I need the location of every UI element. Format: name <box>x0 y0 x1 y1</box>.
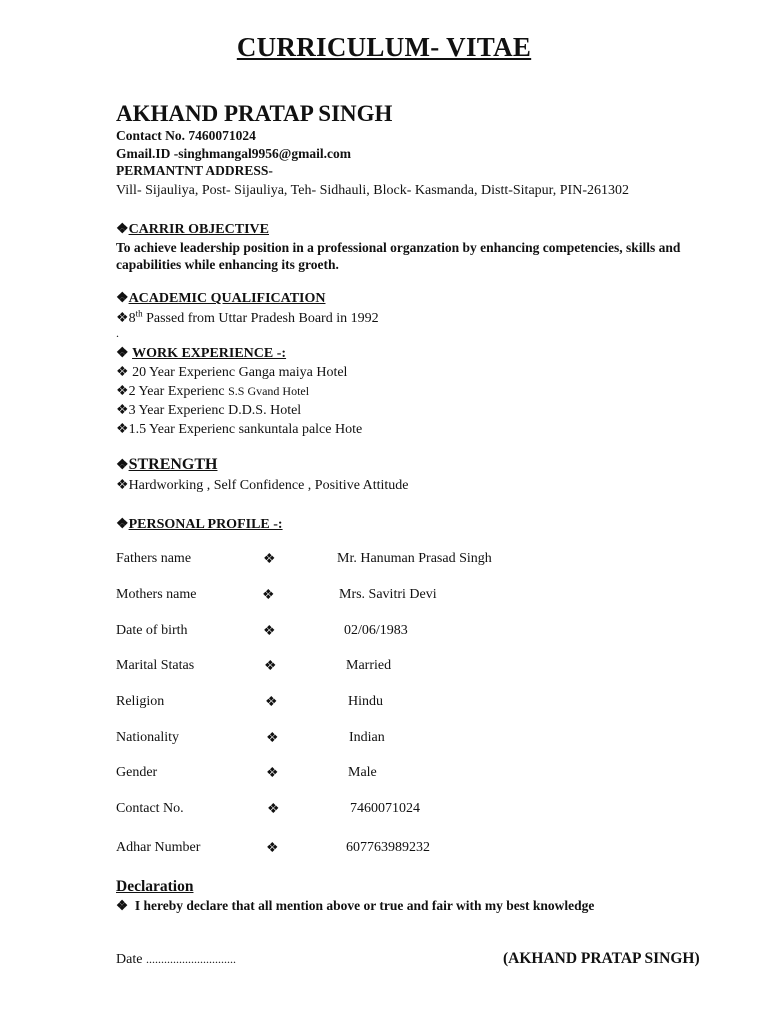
bullet-icon: ❖ <box>116 517 129 532</box>
work-item-text: 3 Year Experienc D.D.S. Hotel <box>128 403 302 418</box>
bullet-icon: ❖ <box>266 841 279 856</box>
objective-heading-label: CARRIR OBJECTIVE <box>128 222 269 237</box>
objective-heading <box>116 221 269 238</box>
contact-line: Contact No. 7460071024 <box>116 128 256 143</box>
date-line <box>116 952 236 968</box>
date-label: Date <box>116 952 143 967</box>
profile-value: 02/06/1983 <box>344 623 408 638</box>
objective-line-2: capabilities while enhancing its groeth. <box>116 257 339 272</box>
bullet-icon: ❖ <box>116 222 129 237</box>
profile-label: Contact No. <box>116 801 184 816</box>
objective-line-1: To achieve leadership position in a professional organzation by enhancing competencies, skills and <box>116 240 681 255</box>
bullet-icon: ❖ <box>266 766 279 781</box>
profile-value: Hindu <box>348 694 383 709</box>
bullet-icon: ❖ <box>266 731 279 746</box>
bullet-icon: ❖ <box>116 311 129 326</box>
profile-label: Marital Statas <box>116 658 195 673</box>
work-item <box>116 364 347 381</box>
bullet-icon: ❖ <box>267 802 280 817</box>
stray-dot: . <box>116 326 119 340</box>
bullet-icon: ❖ <box>116 403 129 418</box>
work-item <box>116 421 362 438</box>
declaration-text <box>116 898 594 914</box>
address-text: Vill- Sijauliya, Post- Sijauliya, Teh- Sidhauli, Block- Kasmanda, Distt-Sitapur, PIN-261302 <box>116 183 629 198</box>
profile-value: Male <box>348 765 377 780</box>
bullet-icon: ❖ <box>116 898 129 913</box>
page-title: CURRICULUM- VITAE <box>236 32 532 62</box>
bullet-icon: ❖ <box>116 458 129 473</box>
profile-value: Indian <box>349 730 385 745</box>
work-item <box>116 383 309 400</box>
bullet-icon: ❖ <box>264 659 277 674</box>
work-item-text: 2 Year Experienc <box>128 384 229 399</box>
strength-list: Hardworking , Self Confidence , Positive Attitude <box>128 478 409 493</box>
profile-label: Date of birth <box>116 623 188 638</box>
profile-label: Fathers name <box>116 551 192 566</box>
declaration-statement: I hereby declare that all mention above or true and fair with my best knowledge <box>134 898 595 913</box>
bullet-icon: ❖ <box>263 552 276 567</box>
strength-text <box>116 477 409 494</box>
profile-label: Gender <box>116 765 158 780</box>
strength-heading-label: STRENGTH <box>128 456 218 473</box>
academic-item-sup: th <box>135 308 143 319</box>
academic-heading-label: ACADEMIC QUALIFICATION <box>128 291 326 306</box>
profile-value: Mr. Hanuman Prasad Singh <box>337 551 492 566</box>
profile-label: Adhar Number <box>116 840 201 855</box>
strength-heading <box>116 456 217 474</box>
bullet-icon: ❖ <box>116 478 129 493</box>
academic-item <box>116 310 379 327</box>
bullet-icon: ❖ <box>116 291 129 306</box>
bullet-icon: ❖ <box>263 624 276 639</box>
work-heading <box>116 345 286 362</box>
bullet-icon: ❖ <box>116 346 129 361</box>
address-label: PERMANTNT ADDRESS- <box>116 163 273 178</box>
profile-heading <box>116 516 283 533</box>
profile-value: Mrs. Savitri Devi <box>339 587 437 602</box>
academic-item-grade: 8 <box>128 311 136 326</box>
email-line: Gmail.ID -singhmangal9956@gmail.com <box>116 146 351 161</box>
profile-value: Married <box>346 658 392 673</box>
bullet-icon: ❖ <box>116 365 129 380</box>
profile-value: 607763989232 <box>346 840 430 855</box>
bullet-icon: ❖ <box>116 422 129 437</box>
work-item-text: 1.5 Year Experienc sankuntala palce Hote <box>128 422 363 437</box>
date-dots: .............................. <box>145 952 236 966</box>
academic-heading <box>116 290 325 307</box>
profile-label: Mothers name <box>116 587 197 602</box>
profile-label: Nationality <box>116 730 179 745</box>
work-heading-label: WORK EXPERIENCE -: <box>132 346 287 361</box>
bullet-icon: ❖ <box>116 384 129 399</box>
work-item-tail: S.S Gvand Hotel <box>228 384 310 398</box>
profile-value: 7460071024 <box>350 801 420 816</box>
candidate-name: AKHAND PRATAP SINGH <box>116 101 393 126</box>
signature-name: (AKHAND PRATAP SINGH) <box>503 950 700 967</box>
academic-item-text: Passed from Uttar Pradesh Board in 1992 <box>142 311 379 326</box>
work-item-text: 20 Year Experienc Ganga maiya Hotel <box>128 365 348 380</box>
declaration-heading: Declaration <box>116 878 194 895</box>
profile-heading-label: PERSONAL PROFILE -: <box>128 517 283 532</box>
profile-label: Religion <box>116 694 165 709</box>
bullet-icon: ❖ <box>262 588 275 603</box>
work-item <box>116 402 301 419</box>
bullet-icon: ❖ <box>265 695 278 710</box>
